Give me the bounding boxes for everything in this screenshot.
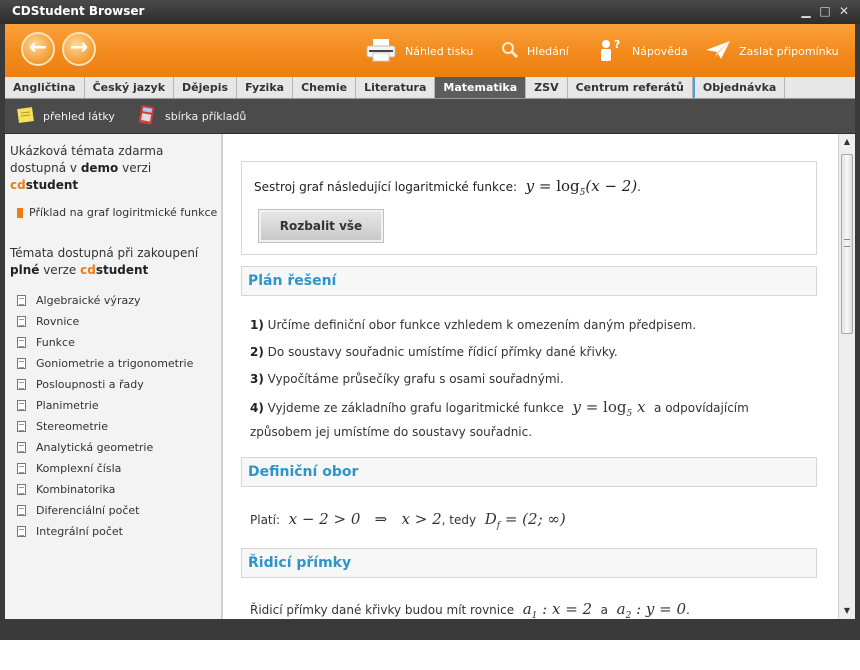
back-button[interactable] bbox=[21, 32, 55, 66]
search-button[interactable] bbox=[501, 38, 569, 64]
task-box bbox=[241, 161, 817, 255]
document-icon bbox=[17, 316, 26, 327]
tab-chemie[interactable]: Chemie bbox=[293, 77, 356, 98]
domain-heading[interactable]: Definiční obor bbox=[241, 457, 817, 487]
document-icon bbox=[17, 421, 26, 432]
document-icon bbox=[17, 295, 26, 306]
help-person-icon bbox=[598, 38, 624, 65]
full-word: plné bbox=[10, 263, 40, 277]
step-text: Do soustavy souřadnic umístíme řídicí přímky dané křivky. bbox=[267, 345, 618, 359]
title-bar bbox=[0, 0, 860, 24]
content-scrollbar[interactable] bbox=[838, 134, 855, 619]
print-preview-button[interactable] bbox=[365, 38, 473, 64]
asymptotes-heading[interactable]: Řidicí přímky bbox=[241, 548, 817, 578]
help-label: Nápověda bbox=[632, 44, 688, 58]
section-bar bbox=[5, 99, 855, 134]
demo-intro-text: dostupná v bbox=[10, 161, 81, 175]
topic-list bbox=[17, 290, 193, 542]
help-button[interactable] bbox=[598, 38, 688, 64]
brand-logo-text bbox=[10, 177, 163, 194]
base-log-formula: $y = \log_5 x$ bbox=[567, 398, 651, 419]
tab-matematika[interactable]: Matematika bbox=[435, 77, 526, 98]
step-text: Určíme definiční obor funkce vzhledem k omezením daným předpisem. bbox=[267, 318, 697, 332]
svg-text:?: ? bbox=[614, 37, 621, 51]
magnifier-icon bbox=[501, 41, 519, 62]
demo-intro-line-2 bbox=[10, 160, 163, 177]
topic-item[interactable] bbox=[17, 395, 193, 416]
arrow-right-icon: → bbox=[69, 35, 89, 60]
exercise-content bbox=[223, 134, 838, 619]
step-text: Vypočítáme průsečíky grafu s osami souřadnými. bbox=[267, 372, 564, 386]
full-intro-line-2 bbox=[10, 262, 198, 279]
scroll-up-icon[interactable]: ▲ bbox=[843, 137, 851, 146]
minimize-icon[interactable]: ▁ bbox=[801, 4, 811, 18]
overview-button[interactable] bbox=[17, 105, 115, 127]
full-intro-text: verze bbox=[39, 263, 81, 277]
topic-item[interactable] bbox=[17, 374, 193, 395]
topic-label: Diferenciální počet bbox=[36, 504, 140, 517]
domain-connector: , tedy bbox=[441, 513, 477, 527]
tab-anglictina[interactable]: Angličtina bbox=[5, 77, 85, 98]
demo-intro-line-1: Ukázková témata zdarma bbox=[10, 144, 164, 158]
demo-intro-suffix: verzi bbox=[118, 161, 152, 175]
domain-inequality: x − 2 > 0 ⇒ x > 2 bbox=[283, 510, 442, 528]
topic-label: Komplexní čísla bbox=[36, 462, 122, 475]
topic-label: Funkce bbox=[36, 336, 75, 349]
document-icon bbox=[17, 379, 26, 390]
topic-label: Stereometrie bbox=[36, 420, 108, 433]
topic-item[interactable] bbox=[17, 290, 193, 311]
brand-student: student bbox=[95, 263, 149, 277]
tab-zsv[interactable]: ZSV bbox=[526, 77, 567, 98]
expand-all-button[interactable]: Rozbalit vše bbox=[259, 210, 383, 242]
plan-step-continuation: způsobem jej umístíme do soustavy souřadnic. bbox=[250, 425, 533, 439]
tab-literatura[interactable]: Literatura bbox=[356, 77, 435, 98]
sticky-note-icon bbox=[17, 106, 35, 127]
plan-step bbox=[250, 345, 618, 359]
topic-label: Planimetrie bbox=[36, 399, 99, 412]
asymptotes-text: Řidicí přímky dané křivky budou mít rovnice $a_1$ : x = 2 a $a_2$ : y = 0. bbox=[250, 600, 690, 619]
asymptotes-connector: a bbox=[600, 603, 609, 617]
plan-heading[interactable]: Plán řešení bbox=[241, 266, 817, 296]
brand-cd: cd bbox=[10, 178, 26, 192]
topic-item[interactable] bbox=[17, 500, 193, 521]
topic-label: Analytická geometrie bbox=[36, 441, 154, 454]
document-icon bbox=[17, 526, 26, 537]
brand-cd: cd bbox=[80, 263, 96, 277]
demo-topics-intro bbox=[10, 143, 163, 194]
plan-step bbox=[250, 318, 696, 332]
maximize-icon[interactable]: □ bbox=[819, 4, 831, 18]
topic-label: Rovnice bbox=[36, 315, 80, 328]
window-title: CDStudent Browser bbox=[12, 4, 145, 18]
task-formula: $y = \log_5(x - 2)$ bbox=[520, 177, 638, 198]
examples-collection-button[interactable] bbox=[137, 105, 246, 127]
tab-objednavka[interactable]: Objednávka bbox=[693, 77, 786, 98]
sample-topic-label: Příklad na graf logiritmické funkce bbox=[29, 206, 218, 219]
task-statement: Sestroj graf následující logaritmické funkce: $y = \log_5(x - 2)$. bbox=[254, 177, 641, 198]
topic-item[interactable] bbox=[17, 521, 193, 542]
task-text: Sestroj graf následující logaritmické funkce: bbox=[254, 180, 517, 194]
paper-plane-icon bbox=[705, 40, 731, 63]
document-icon bbox=[17, 505, 26, 516]
topics-sidebar bbox=[5, 134, 223, 619]
search-label: Hledání bbox=[527, 44, 569, 58]
scroll-down-icon[interactable]: ▼ bbox=[843, 606, 851, 615]
demo-word: demo bbox=[80, 161, 119, 175]
topic-item[interactable] bbox=[17, 332, 193, 353]
step-number: 2) bbox=[250, 345, 264, 359]
overview-label: přehled látky bbox=[43, 109, 115, 123]
asymptote-a2-formula: $a_2$ : y = 0 bbox=[611, 600, 687, 619]
document-icon bbox=[17, 463, 26, 474]
plan-step bbox=[250, 398, 749, 419]
topic-label: Kombinatorika bbox=[36, 483, 116, 496]
scroll-thumb[interactable] bbox=[841, 154, 853, 334]
tab-centrum-referatu[interactable]: Centrum referátů bbox=[568, 77, 693, 98]
topic-item[interactable] bbox=[17, 311, 193, 332]
arrow-left-icon: ← bbox=[28, 35, 48, 60]
topic-label: Posloupnosti a řady bbox=[36, 378, 144, 391]
step-number: 1) bbox=[250, 318, 264, 332]
topic-item[interactable] bbox=[17, 479, 193, 500]
subject-tabs bbox=[5, 77, 855, 99]
topic-item[interactable] bbox=[17, 458, 193, 479]
topic-item[interactable] bbox=[17, 353, 193, 374]
domain-result: $D_f = (2$; ∞) bbox=[479, 510, 566, 531]
calculator-icon bbox=[137, 105, 157, 128]
orange-bullet-icon bbox=[17, 208, 23, 218]
topic-item[interactable] bbox=[17, 437, 193, 458]
tab-dejepis[interactable]: Dějepis bbox=[174, 77, 237, 98]
document-icon bbox=[17, 400, 26, 411]
topic-item[interactable] bbox=[17, 416, 193, 437]
domain-text bbox=[250, 510, 566, 531]
asymptotes-label: Řidicí přímky dané křivky budou mít rovnice bbox=[250, 603, 515, 617]
main-toolbar bbox=[5, 24, 855, 78]
grip-icon bbox=[844, 239, 850, 247]
step-number: 4) bbox=[250, 401, 264, 415]
forward-button[interactable] bbox=[62, 32, 96, 66]
send-feedback-label: Zaslat připomínku bbox=[739, 44, 839, 58]
window-bottom-frame bbox=[0, 619, 860, 640]
sample-topic-link[interactable] bbox=[17, 206, 217, 219]
topic-label: Integrální počet bbox=[36, 525, 123, 538]
tab-cesky-jazyk[interactable]: Český jazyk bbox=[85, 77, 174, 98]
document-icon bbox=[17, 442, 26, 453]
document-icon bbox=[17, 337, 26, 348]
topic-label: Goniometrie a trigonometrie bbox=[36, 357, 194, 370]
close-icon[interactable]: ✕ bbox=[838, 4, 850, 18]
full-topics-intro bbox=[10, 245, 198, 279]
tab-fyzika[interactable]: Fyzika bbox=[237, 77, 293, 98]
printer-icon bbox=[365, 38, 397, 65]
topic-label: Algebraické výrazy bbox=[36, 294, 141, 307]
document-icon bbox=[17, 484, 26, 495]
send-feedback-button[interactable] bbox=[705, 38, 839, 64]
step-number: 3) bbox=[250, 372, 264, 386]
plan-step bbox=[250, 372, 564, 386]
document-icon bbox=[17, 358, 26, 369]
print-preview-label: Náhled tisku bbox=[405, 44, 474, 58]
examples-collection-label: sbírka příkladů bbox=[165, 109, 247, 123]
asymptote-a1-formula: $a_1$ : x = 2 bbox=[517, 600, 597, 619]
full-intro-line-1: Témata dostupná při zakoupení bbox=[10, 246, 199, 260]
step-text: Vyjdeme ze základního grafu logaritmické funkce bbox=[267, 401, 564, 415]
domain-label: Platí: bbox=[250, 513, 281, 527]
step-text-continued: a odpovídajícím bbox=[654, 401, 749, 415]
brand-student: student bbox=[25, 178, 79, 192]
